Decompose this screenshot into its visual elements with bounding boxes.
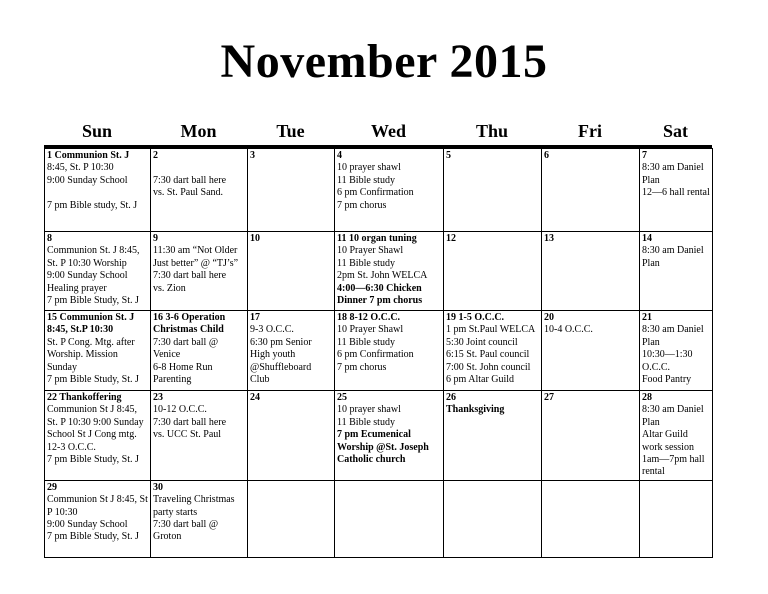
event-line: 10 prayer shawl [337, 162, 401, 174]
day-number: 15 Communion St. J 8:45, St.P 10:30 [47, 312, 137, 336]
event-line: Traveling Christmas party starts [153, 494, 238, 518]
day-number: 29 [47, 481, 57, 493]
day-number: 28 [642, 392, 652, 403]
day-number: 23 [153, 392, 163, 403]
event-line: 10-12 O.C.C. [153, 404, 207, 416]
event-line: vs. St. Paul Sand. [153, 187, 224, 199]
day-cell [640, 232, 713, 311]
weekday-sat: Sat [662, 120, 688, 141]
day-number: 11 10 organ tuning [337, 233, 417, 244]
event-line: 10:30—1:30 O.C.C. [642, 349, 696, 373]
event-line: 11 Bible study [337, 336, 395, 348]
calendar-week-row [45, 391, 713, 481]
day-number: 16 3-6 Operation Christmas Child [153, 312, 228, 336]
day-cell [335, 232, 444, 311]
day-cell [640, 311, 713, 391]
day-cell [542, 149, 640, 232]
day-cell [335, 149, 444, 232]
event-line: 7 pm Bible Study, St. J [47, 295, 139, 307]
calendar-week-row [45, 311, 713, 391]
day-cell [542, 232, 640, 311]
day-number: 24 [250, 392, 260, 403]
event-line: 2pm St. John WELCA [337, 270, 428, 282]
day-number [642, 482, 710, 494]
event-line: 8:45, St. P 10:30 [47, 162, 114, 174]
day-cell [45, 232, 151, 311]
event-line: 9:00 Sunday School [47, 174, 128, 186]
event-line: 7:00 St. John council [446, 361, 531, 373]
event-line: 7 pm Bible study, St. J [47, 199, 138, 211]
day-cell [444, 480, 542, 557]
day-cell [248, 149, 335, 232]
event-line: 6-8 Home Run Parenting [153, 361, 215, 386]
day-cell [444, 232, 542, 311]
event-line: 9-3 O.C.C. [250, 324, 294, 336]
calendar-week-row [45, 232, 713, 311]
day-cell [248, 480, 335, 557]
day-number: 25 [337, 392, 347, 403]
event-line: 6 pm Altar Guild [446, 374, 515, 386]
day-number [446, 482, 539, 494]
calendar-week-row [45, 480, 713, 557]
day-number: 20 [544, 312, 554, 323]
event-line: vs. UCC St. Paul [153, 429, 222, 441]
day-cell [45, 149, 151, 232]
event-line: 8:30 am Daniel Plan [642, 245, 707, 269]
event-line: 12—6 hall rental [642, 187, 710, 199]
day-number: 3 [250, 150, 255, 161]
day-cell [45, 480, 151, 557]
weekday-sun: Sun [81, 120, 113, 141]
day-cell [640, 480, 713, 557]
day-cell [640, 391, 713, 481]
day-number: 5 [446, 150, 451, 161]
day-cell [542, 311, 640, 391]
day-cell [151, 149, 248, 232]
day-number: 19 1-5 O.C.C. [446, 312, 505, 323]
event-line: 5:30 Joint council [446, 336, 518, 348]
event-line: Communion St. J 8:45, St. P 10:30 Worship [47, 245, 143, 269]
day-number: 6 [544, 150, 549, 161]
event-line: 9:00 Sunday School [47, 270, 128, 282]
day-number: 8 [47, 233, 52, 244]
day-number: 9 [153, 233, 158, 244]
day-cell [45, 391, 151, 481]
day-number [337, 482, 441, 494]
day-number [544, 482, 637, 494]
event-line: 6 pm Confirmation [337, 187, 414, 199]
weekday-tue: Tue [276, 120, 305, 141]
event-line: 7 pm chorus [337, 361, 387, 373]
day-number: 2 [153, 150, 158, 161]
calendar-title: November 2015 [220, 35, 548, 88]
event-line: 8:30 am Daniel Plan [642, 162, 707, 186]
day-number: 12 [446, 233, 456, 244]
event-line: 11 Bible study [337, 174, 395, 186]
day-cell [335, 480, 444, 557]
event-line: 7:30 dart ball @ Venice [153, 336, 221, 361]
day-number: 17 [250, 312, 260, 323]
day-number: 13 [544, 233, 554, 244]
event-line: 10 Prayer Shawl [337, 324, 404, 336]
event-line: 7:30 dart ball here [153, 174, 227, 186]
event-line: 7 pm Ecumenical Worship @St. Joseph Catholic church [337, 429, 432, 466]
event-line: Thanksgiving [446, 404, 505, 416]
weekday-wed: Wed [370, 120, 406, 141]
day-number: 1 Communion St. J [47, 150, 130, 161]
weekday-thu: Thu [475, 120, 509, 141]
weekday-fri: Fri [578, 120, 602, 141]
day-cell [151, 391, 248, 481]
event-line: 10 Prayer Shawl [337, 245, 404, 257]
event-line: 11 Bible study [337, 257, 395, 269]
event-line: 8:30 am Daniel Plan [642, 324, 707, 348]
day-cell [45, 311, 151, 391]
day-cell [248, 311, 335, 391]
day-number: 7 [642, 150, 647, 161]
event-line: 1am—7pm hall rental [642, 454, 707, 478]
day-cell [640, 149, 713, 232]
weekday-header [44, 117, 712, 145]
day-cell [542, 391, 640, 481]
day-cell [151, 311, 248, 391]
day-number: 18 8-12 O.C.C. [337, 312, 401, 323]
event-line: 11 Bible study [337, 416, 395, 428]
day-number: 22 Thankoffering [47, 392, 122, 403]
event-line: vs. Zion [153, 282, 186, 294]
event-line: 6:30 pm Senior High youth @Shuffleboard Club [250, 336, 315, 386]
event-line: 7:30 dart ball @ Groton [153, 519, 221, 543]
day-cell [444, 311, 542, 391]
day-cell [335, 311, 444, 391]
event-line: Food Pantry [642, 374, 692, 386]
day-cell [151, 232, 248, 311]
event-line: 7:30 dart ball here [153, 270, 227, 282]
day-number: 10 [250, 233, 260, 244]
event-line: Altar Guild work session [642, 429, 694, 453]
event-line: 7 pm Bible Study, St. J [47, 374, 139, 386]
calendar [44, 117, 712, 558]
day-number: 21 [642, 312, 652, 323]
event-line: 8:30 am Daniel Plan [642, 404, 707, 428]
event-line: 9:00 Sunday School [47, 519, 128, 531]
event-line: 10 prayer shawl [337, 404, 401, 416]
day-number: 30 [153, 481, 163, 493]
day-number: 26 [446, 392, 456, 403]
day-number: 27 [544, 392, 554, 403]
event-line: 10-4 O.C.C. [544, 324, 593, 336]
event-line: 1 pm St.Paul WELCA [446, 324, 536, 336]
day-cell [444, 391, 542, 481]
calendar-week-row [45, 149, 713, 232]
event-line: Communion St J 8:45, St P 10:30 [47, 494, 151, 518]
event-line: 7 pm chorus [337, 199, 387, 211]
event-line: 6 pm Confirmation [337, 349, 414, 361]
day-cell [248, 232, 335, 311]
event-line [153, 162, 245, 174]
weekday-mon: Mon [180, 120, 217, 141]
event-line: St. P Cong. Mtg. after Worship. Mission Sunday [47, 336, 138, 373]
day-cell [248, 391, 335, 481]
day-cell [542, 480, 640, 557]
event-line: 7 pm Bible Study, St. J [47, 531, 139, 543]
event-line: 4:00—6:30 Chicken Dinner 7 pm chorus [337, 282, 425, 307]
event-line [47, 187, 148, 199]
event-line: Healing prayer [47, 282, 107, 294]
day-number [250, 482, 332, 494]
event-line: 7:30 dart ball here [153, 416, 227, 428]
event-line: 11:30 am “Not Older Just better” @ “TJ’s” [153, 245, 240, 269]
day-number: 4 [337, 150, 342, 161]
calendar-grid [44, 148, 713, 558]
day-cell [335, 391, 444, 481]
event-line: 6:15 St. Paul council [446, 349, 530, 361]
day-cell [444, 149, 542, 232]
event-line: Communion St J 8:45, St. P 10:30 9:00 Sunday School St J Cong mtg. 12-3 O.C.C. [47, 404, 147, 453]
event-line: 7 pm Bible Study, St. J [47, 454, 139, 466]
day-number: 14 [642, 233, 652, 244]
day-cell [151, 480, 248, 557]
